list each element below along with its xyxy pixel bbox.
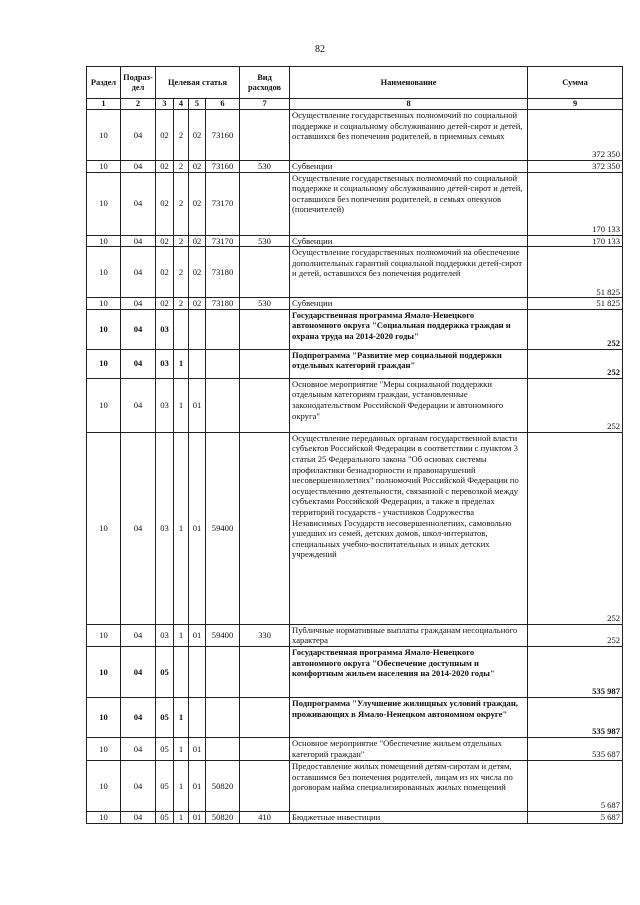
cell-section: 10: [87, 646, 121, 697]
cell-name: Осуществление государственных полномочий по социальной поддержке и социальному обслуживанию детей-сирот и детей, оставшихся без попечения родителей, в семьях опекунов (попечителей): [290, 172, 528, 235]
cell-program-code: 02: [156, 247, 174, 298]
cell-name: Бюджетные инвестиции: [290, 811, 528, 823]
cell-program-code: 02: [156, 172, 174, 235]
cell-expense-type: [240, 737, 290, 760]
cell-amount: 170 133: [528, 235, 623, 247]
cell-subprogram-code: 1: [174, 378, 189, 432]
cell-amount: 5 687: [528, 760, 623, 811]
cell-expense-type: 330: [240, 624, 290, 646]
cell-subsection: 04: [121, 247, 156, 298]
cell-subsection: 04: [121, 298, 156, 310]
cell-program-code: 03: [156, 624, 174, 646]
table-row: [87, 247, 623, 298]
cell-section: 10: [87, 624, 121, 646]
column-number: 6: [206, 99, 240, 110]
cell-direction-code: [206, 349, 240, 378]
cell-section: 10: [87, 432, 121, 624]
cell-program-code: 05: [156, 737, 174, 760]
cell-direction-code: 73160: [206, 161, 240, 173]
cell-section: 10: [87, 309, 121, 349]
header-amount: Сумма: [528, 67, 623, 99]
table-row: [87, 110, 623, 161]
cell-activity-code: [189, 646, 206, 697]
cell-subsection: 04: [121, 697, 156, 737]
cell-program-code: 03: [156, 349, 174, 378]
table-row: [87, 624, 623, 646]
cell-amount: 170 133: [528, 172, 623, 235]
cell-section: 10: [87, 349, 121, 378]
cell-expense-type: [240, 697, 290, 737]
cell-expense-type: [240, 432, 290, 624]
table-row: [87, 161, 623, 173]
cell-program-code: 05: [156, 760, 174, 811]
header-row: [87, 67, 623, 99]
page-number: 82: [315, 44, 325, 55]
cell-expense-type: [240, 110, 290, 161]
cell-program-code: 05: [156, 697, 174, 737]
table-row: [87, 760, 623, 811]
cell-subsection: 04: [121, 161, 156, 173]
cell-subprogram-code: 1: [174, 624, 189, 646]
cell-expense-type: [240, 309, 290, 349]
cell-name: Государственная программа Ямало-Ненецкого автономного округа "Обеспечение доступным и комфортным жильем населения на 2014-2020 годы": [290, 646, 528, 697]
table-row: [87, 309, 623, 349]
cell-direction-code: 73180: [206, 298, 240, 310]
cell-subsection: 04: [121, 349, 156, 378]
cell-direction-code: 50820: [206, 811, 240, 823]
column-number: 5: [189, 99, 206, 110]
cell-program-code: 03: [156, 309, 174, 349]
cell-program-code: 02: [156, 110, 174, 161]
cell-subprogram-code: 2: [174, 110, 189, 161]
cell-subsection: 04: [121, 235, 156, 247]
cell-expense-type: 530: [240, 235, 290, 247]
cell-activity-code: [189, 697, 206, 737]
cell-amount: 252: [528, 432, 623, 624]
cell-name: Субвенции: [290, 298, 528, 310]
cell-name: Предоставление жилых помещений детям-сиротам и детям, оставшимся без попечения родителей, лицам из их числа по договорам найма специализированных жилых помещений: [290, 760, 528, 811]
budget-table: [86, 66, 623, 824]
table-row: [87, 235, 623, 247]
cell-activity-code: 01: [189, 737, 206, 760]
cell-expense-type: [240, 760, 290, 811]
cell-activity-code: 01: [189, 378, 206, 432]
cell-amount: 252: [528, 309, 623, 349]
cell-section: 10: [87, 110, 121, 161]
cell-program-code: 02: [156, 298, 174, 310]
column-number: 9: [528, 99, 623, 110]
cell-subsection: 04: [121, 760, 156, 811]
cell-name: Подпрограмма "Улучшение жилищных условий граждан, проживающих в Ямало-Ненецком автономном округе": [290, 697, 528, 737]
cell-subprogram-code: 2: [174, 172, 189, 235]
table-row: [87, 298, 623, 310]
cell-direction-code: [206, 646, 240, 697]
column-number: 2: [121, 99, 156, 110]
cell-activity-code: 01: [189, 811, 206, 823]
cell-subprogram-code: 1: [174, 697, 189, 737]
cell-name: Подпрограмма "Развитие мер социальной поддержки отдельных категорий граждан": [290, 349, 528, 378]
cell-direction-code: 59400: [206, 432, 240, 624]
column-number: 3: [156, 99, 174, 110]
header-expense-type: Вид расходов: [240, 67, 290, 99]
cell-expense-type: 410: [240, 811, 290, 823]
cell-direction-code: 73180: [206, 247, 240, 298]
cell-section: 10: [87, 697, 121, 737]
cell-amount: 372 350: [528, 110, 623, 161]
cell-direction-code: 73160: [206, 110, 240, 161]
cell-subprogram-code: 1: [174, 349, 189, 378]
cell-amount: 372 350: [528, 161, 623, 173]
cell-expense-type: [240, 646, 290, 697]
header-name: Наименование: [290, 67, 528, 99]
cell-section: 10: [87, 161, 121, 173]
cell-name: Субвенции: [290, 235, 528, 247]
cell-program-code: 05: [156, 811, 174, 823]
cell-subprogram-code: 2: [174, 247, 189, 298]
cell-name: Осуществление государственных полномочий по социальной поддержке и социальному обслуживанию детей-сирот и детей, оставшихся без попечения родителей, в приемных семьях: [290, 110, 528, 161]
cell-subsection: 04: [121, 309, 156, 349]
cell-amount: 252: [528, 349, 623, 378]
column-number-row: [87, 99, 623, 110]
cell-subprogram-code: 2: [174, 235, 189, 247]
cell-section: 10: [87, 737, 121, 760]
cell-expense-type: [240, 378, 290, 432]
cell-name: Государственная программа Ямало-Ненецкого автономного округа "Социальная поддержка граждан и охрана труда на 2014-2020 годы": [290, 309, 528, 349]
cell-subsection: 04: [121, 737, 156, 760]
cell-expense-type: 530: [240, 161, 290, 173]
cell-activity-code: 02: [189, 298, 206, 310]
cell-amount: 51 825: [528, 298, 623, 310]
cell-subsection: 04: [121, 432, 156, 624]
cell-amount: 535 987: [528, 697, 623, 737]
cell-name: Основное мероприятие "Обеспечение жильем отдельных категорий граждан": [290, 737, 528, 760]
table-body: [87, 110, 623, 824]
cell-amount: 252: [528, 624, 623, 646]
table-row: [87, 349, 623, 378]
cell-direction-code: 59400: [206, 624, 240, 646]
cell-activity-code: [189, 349, 206, 378]
cell-subprogram-code: 2: [174, 161, 189, 173]
column-number: 7: [240, 99, 290, 110]
cell-expense-type: [240, 172, 290, 235]
header-subsection: Подраз-дел: [121, 67, 156, 99]
table-row: [87, 172, 623, 235]
cell-activity-code: 02: [189, 172, 206, 235]
cell-subsection: 04: [121, 172, 156, 235]
cell-subprogram-code: 2: [174, 298, 189, 310]
cell-direction-code: [206, 697, 240, 737]
cell-amount: 535 687: [528, 737, 623, 760]
cell-section: 10: [87, 172, 121, 235]
cell-program-code: 03: [156, 432, 174, 624]
cell-activity-code: 01: [189, 760, 206, 811]
cell-subsection: 04: [121, 378, 156, 432]
cell-amount: 51 825: [528, 247, 623, 298]
cell-activity-code: 02: [189, 235, 206, 247]
header-section: Раздел: [87, 67, 121, 99]
cell-subprogram-code: [174, 646, 189, 697]
cell-activity-code: 02: [189, 161, 206, 173]
cell-name: Осуществление государственных полномочий на обеспечение дополнительных гарантий социальной поддержки детей-сирот и детей, оставшихся без попечения родителей: [290, 247, 528, 298]
cell-subprogram-code: 1: [174, 760, 189, 811]
column-number: 1: [87, 99, 121, 110]
cell-section: 10: [87, 378, 121, 432]
cell-direction-code: 50820: [206, 760, 240, 811]
table-row: [87, 811, 623, 823]
cell-direction-code: [206, 737, 240, 760]
cell-direction-code: [206, 309, 240, 349]
cell-activity-code: 01: [189, 624, 206, 646]
cell-name: Субвенции: [290, 161, 528, 173]
cell-activity-code: 02: [189, 247, 206, 298]
cell-expense-type: [240, 349, 290, 378]
cell-name: Основное мероприятие "Меры социальной поддержки отдельным категориям граждан, установленные законодательством Российской Федерации и автономного округа": [290, 378, 528, 432]
cell-direction-code: 73170: [206, 235, 240, 247]
cell-subsection: 04: [121, 646, 156, 697]
cell-subsection: 04: [121, 110, 156, 161]
cell-subprogram-code: 1: [174, 811, 189, 823]
cell-amount: 5 687: [528, 811, 623, 823]
cell-amount: 252: [528, 378, 623, 432]
cell-subsection: 04: [121, 624, 156, 646]
cell-subprogram-code: [174, 309, 189, 349]
table-row: [87, 432, 623, 624]
table-row: [87, 697, 623, 737]
header-target-article: Целевая статья: [156, 67, 240, 99]
cell-section: 10: [87, 247, 121, 298]
cell-program-code: 05: [156, 646, 174, 697]
table-row: [87, 378, 623, 432]
cell-subprogram-code: 1: [174, 737, 189, 760]
cell-subprogram-code: 1: [174, 432, 189, 624]
table-row: [87, 646, 623, 697]
table-row: [87, 737, 623, 760]
cell-section: 10: [87, 298, 121, 310]
cell-amount: 535 987: [528, 646, 623, 697]
cell-expense-type: [240, 247, 290, 298]
cell-section: 10: [87, 811, 121, 823]
cell-direction-code: [206, 378, 240, 432]
cell-direction-code: 73170: [206, 172, 240, 235]
cell-name: Публичные нормативные выплаты гражданам несоциального характера: [290, 624, 528, 646]
cell-section: 10: [87, 760, 121, 811]
cell-activity-code: 01: [189, 432, 206, 624]
cell-program-code: 02: [156, 235, 174, 247]
column-number: 4: [174, 99, 189, 110]
cell-subsection: 04: [121, 811, 156, 823]
cell-activity-code: 02: [189, 110, 206, 161]
cell-name: Осуществление переданных органам государственной власти субъектов Российской Федерации в соответствии с пунктом 3 статьи 25 Федерального закона "Об основах системы профилактики безнадзорности и правонарушений несовершеннолетних" полномочий Российской Федерации по осуществлению деятельности, связанной с перевозкой между субъектами Российской Федерации, а также в пределах территорий государств - участников Содружества Независимых Государств несовершеннолетних, самовольно ушедших из семей, детских домов, школ-интернатов, специальных учебно-воспитательных и иных детских учреждений: [290, 432, 528, 624]
cell-section: 10: [87, 235, 121, 247]
cell-program-code: 02: [156, 161, 174, 173]
cell-program-code: 03: [156, 378, 174, 432]
column-number: 8: [290, 99, 528, 110]
cell-activity-code: [189, 309, 206, 349]
cell-expense-type: 530: [240, 298, 290, 310]
